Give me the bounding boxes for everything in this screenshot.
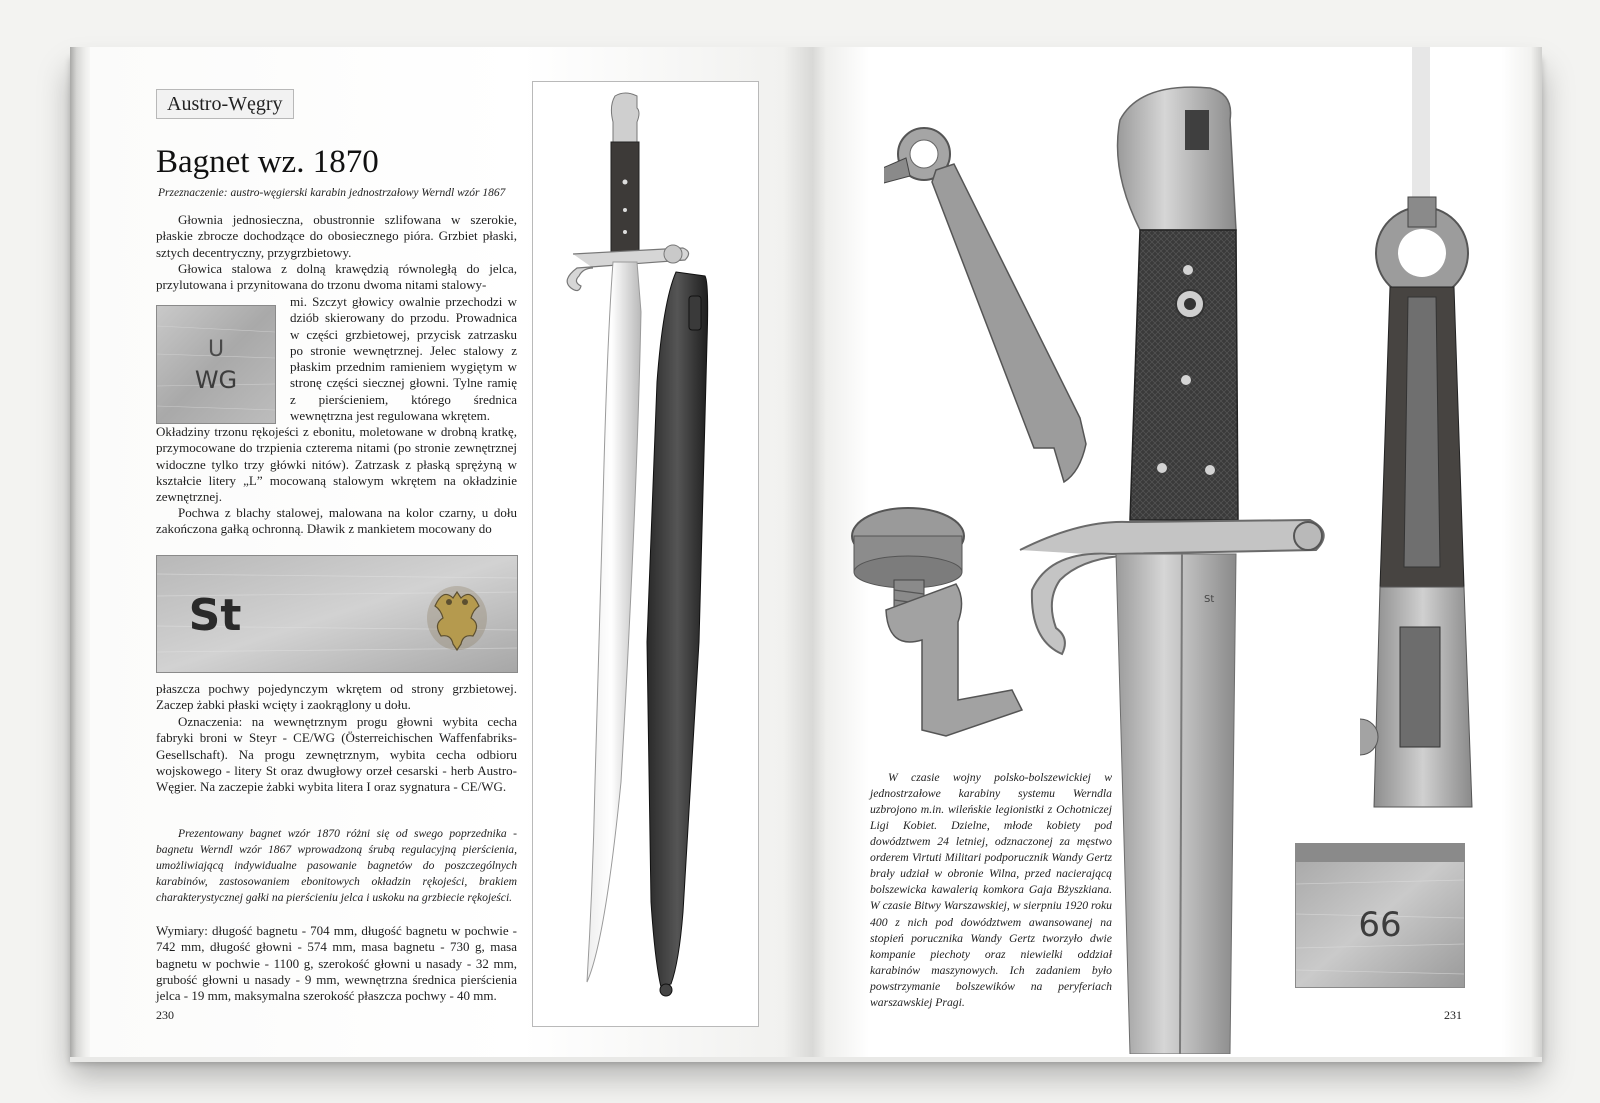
mark-photo-st-eagle (156, 555, 518, 673)
number-stamp-photo (1295, 843, 1465, 988)
bayonet-scabbard-photo (532, 81, 759, 1027)
double-headed-eagle-icon (427, 586, 487, 650)
hilt-back-view-photo (1360, 47, 1484, 812)
stamp-number: 66 (1358, 905, 1402, 945)
comparison-note: Prezentowany bagnet wzór 1870 różni się od swego poprzednika - bagnetu Werndl wzór 1867 wprowadzoną śrubą regulacyjną pierścienia, umożliwiającą indywidualne pasowanie bagnetów do poszczególnych karabinów, zastosowaniem ebonitowych okładzin rękojeści, brakiem charakterystycznej gałki na pierścieniu jelca i uskoku na grzbiecie rękojeści. (156, 826, 517, 905)
page-number-right: 231 (1444, 1008, 1462, 1022)
scabbard-description-continued: płaszcza pochwy pojedynczym wkrętem od strony grzbietowej. Zaczep żabki płaski wcięty i zaokrąglony u dołu. (156, 681, 517, 713)
scabbard-image (647, 272, 708, 996)
country-tag: Austro-Węgry (156, 89, 294, 119)
page-title: Bagnet wz. 1870 (156, 144, 379, 180)
grip-description: Okładziny trzonu rękojeści z ebonitu, moletowane w drobną kratkę, przymocowane do trzpienia czterema nitami (po stronie zewnętrznej widoczne tylko trzy główki nitów). Zatrzask z płaską sprężyną w kształcie litery „L” mocowaną stalowym wkrętem na okładzinie zewnętrznej. (156, 424, 517, 505)
grip-image (1130, 230, 1238, 520)
pommel-description-wrap: mi. Szczyt głowicy owalnie przechodzi w dziób skierowany do przodu. Prowadnica w części grzbietowej, przycisk zatrzasku po stronie wewnętrznej. Jelec stalowy z płaskim przednim ramieniem wygiętym w stronę części siecznej głowni. Tylne ramię z pierścieniem, którego średnica wewnętrzna jest regulowana wkrętem. (290, 294, 517, 424)
purpose-subtitle: Przeznaczenie: austro-węgierski karabin jednostrzałowy Werndl wzór 1867 (158, 187, 506, 199)
dimensions: Wymiary: długość bagnetu - 704 mm, długość bagnetu w pochwie - 742 mm, długość głowni - 574 mm, masa bagnetu - 730 g, masa bagnetu w pochwie - 1100 g, szerokość głowni u nasady - 32 mm, grubość głowni u nasady - 9 mm, wewnętrzna średnica pierścienia jelca - 19 mm, maksymalna szerokość płaszcza pochwy - 40 mm. (156, 923, 517, 1004)
blade-stamp-st: St (1204, 594, 1215, 605)
mark-photo-cewg (156, 305, 276, 424)
markings-description: Oznaczenia: na wewnętrznym progu głowni wybita cecha fabryki broni w Steyr - CE/WG (Österreichischen Waffenfabriks-Gesellschaft). Na progu zewnętrznym, wybita cecha odbioru wojskowego - litery St oraz dwugłowy orzeł cesarski - herb Austro-Węgier. Na zaczepie żabki wybita litera I oraz sygnatura - CE/WG. (156, 714, 517, 795)
blade-description: Głownia jednosieczna, obustronnie szlifowana w szerokie, płaskie zbrocze dochodzące do obosiecznego pióra. Grzbiet płaski, sztych decentryczny, przygrzbietowy. (156, 212, 517, 260)
scabbard-description: Pochwa z blachy stalowej, malowana na kolor czarny, u dołu zakończona gałką ochronną. Dławik z mankietem mocowany do (156, 505, 517, 537)
hilt-back-image (1360, 47, 1472, 807)
mark-small-letters-wg: WG (194, 366, 238, 394)
photo-caption: W czasie wojny polsko-bolszewickiej w jednostrzałowe karabiny systemu Werndla uzbrojono m.in. wileńskie legionistki z Ochotniczej Ligi Kobiet. Dzielne, młode kobiety pod dowództwem 24 letniej, odznaczonej za męstwo orderem Virtuti Militari podporucznik Wandy Gertz brały udział w obronie Wilna, przed nacierającą bolszewicka kawalerią komkora Gaja Bżyszkiana. W czasie Bitwy Warszawskiej, w sierpniu 1920 roku 400 z nich pod dowództwem awansowanej na stopień porucznika Wandy Gertz tworzyło dwie kompanie piechoty oraz niewielki oddział karabinów maszynowych. Ich zadaniem było powstrzymanie bolszewików na peryferiach warszawskiej Pragi. (870, 770, 1112, 1009)
pommel-description: Głowica stalowa z dolną krawędzią równoległą do jelca, przylutowana i przynitowana do trzonu dwoma nitami stalowy- (156, 261, 517, 293)
page-block-edge (70, 47, 92, 1057)
page-number-left: 230 (156, 1008, 174, 1022)
mark-letters-st: St (188, 590, 242, 641)
right-page-edge (1530, 47, 1542, 1057)
pommel-image (1118, 87, 1237, 230)
blade-closeup-image (1116, 554, 1236, 1054)
mark-small-letter-u: U (207, 337, 225, 362)
